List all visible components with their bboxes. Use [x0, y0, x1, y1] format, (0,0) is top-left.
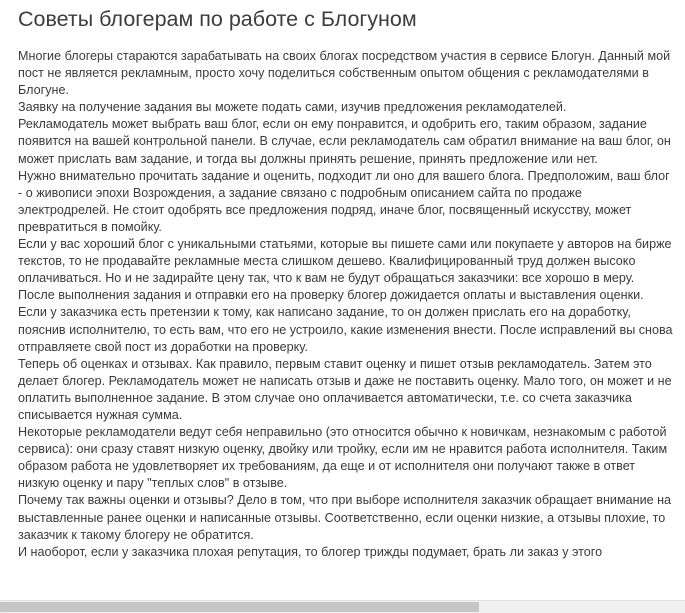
article-title: Советы блогерам по работе с Блогуном: [18, 7, 417, 31]
scrollbar-thumb[interactable]: [0, 602, 479, 612]
paragraph: Почему так важны оценки и отзывы? Дело в том, что при выборе исполнителя заказчик обращает внимание на выставленные ранее оценки и написанные отзывы. Соответственно, если оценки низкие, а отзывы плохие, то заказчик к такому блогеру не обратится.: [18, 493, 672, 542]
paragraph: Заявку на получение задания вы можете подать сами, изучив предложения рекламодателей.: [18, 100, 567, 115]
article: [18, 0, 673, 598]
paragraph: Теперь об оценках и отзывах. Как правило, первым ставит оценку и пишет отзыв рекламодатель. Затем это делает блогер. Рекламодатель может не написать отзыв и даже не поставить оценку. Мало того, он может и не оплатить выполненное задание. В этом случае оно оплачивается автоматически, т.е. со счета заказчика списывается нужная сумма.: [18, 356, 672, 422]
paragraph: Рекламодатель может выбрать ваш блог, если он ему понравится, и одобрить его, таким образом, задание появится на вашей контрольной панели. В случае, если рекламодатель сам обратил внимание на ваш блог, он может прислать вам задание, и тогда вы должны принять решение, принять предложение или нет.: [18, 117, 671, 166]
paragraph: Нужно внимательно прочитать задание и оценить, подходит ли оно для вашего блога. Предположим, ваш блог - о живописи эпохи Возрождения, а задание связано с подробным описанием сайта по продаже электродрелей. Не стоит одобрять все предложения подряд, иначе блог, посвященный искусству, может превратиться в помойку.: [18, 168, 670, 234]
horizontal-scrollbar[interactable]: [0, 600, 685, 613]
article-body: [18, 48, 673, 561]
paragraph: Некоторые рекламодатели ведут себя неправильно (это относится обычно к новичкам, незнакомым с работой сервиса): они сразу ставят низкую оценку, двойку или тройку, если им не нравится работа исполнителя. Таким образом работа не удовлетворяет их требованиям, да еще и от исполнителя они получают также в ответ низкую оценку и пару "теплых слов" в отзыве.: [18, 425, 668, 491]
paragraph: Если у вас хороший блог с уникальными статьями, которые вы пишете сами или покупаете у авторов на бирже текстов, то не продавайте рекламные места слишком дешево. Квалифицированный труд должен высоко оплачиваться. Но и не задирайте цену так, что к вам не будут обращаться заказчики: все хорошо в меру.: [18, 237, 672, 286]
paragraph: Многие блогеры стараются зарабатывать на своих блогах посредством участия в сервисе Блогун. Данный мой пост не является рекламным, просто хочу поделиться собственным опытом общения с рекламодателями в Блогуне.: [18, 49, 671, 98]
paragraph: И наоборот, если у заказчика плохая репутация, то блогер трижды подумает, брать ли заказ у этого: [18, 544, 603, 559]
paragraph: После выполнения задания и отправки его на проверку блогер дожидается оплаты и выставления оценки. Если у заказчика есть претензии к тому, как написано задание, то он должен прислать его на доработку, пояснив исполнителю, то есть вам, что его не устроило, какие изменения внести. После исправлений вы снова отправляете свой пост из доработки на проверку.: [18, 288, 673, 354]
